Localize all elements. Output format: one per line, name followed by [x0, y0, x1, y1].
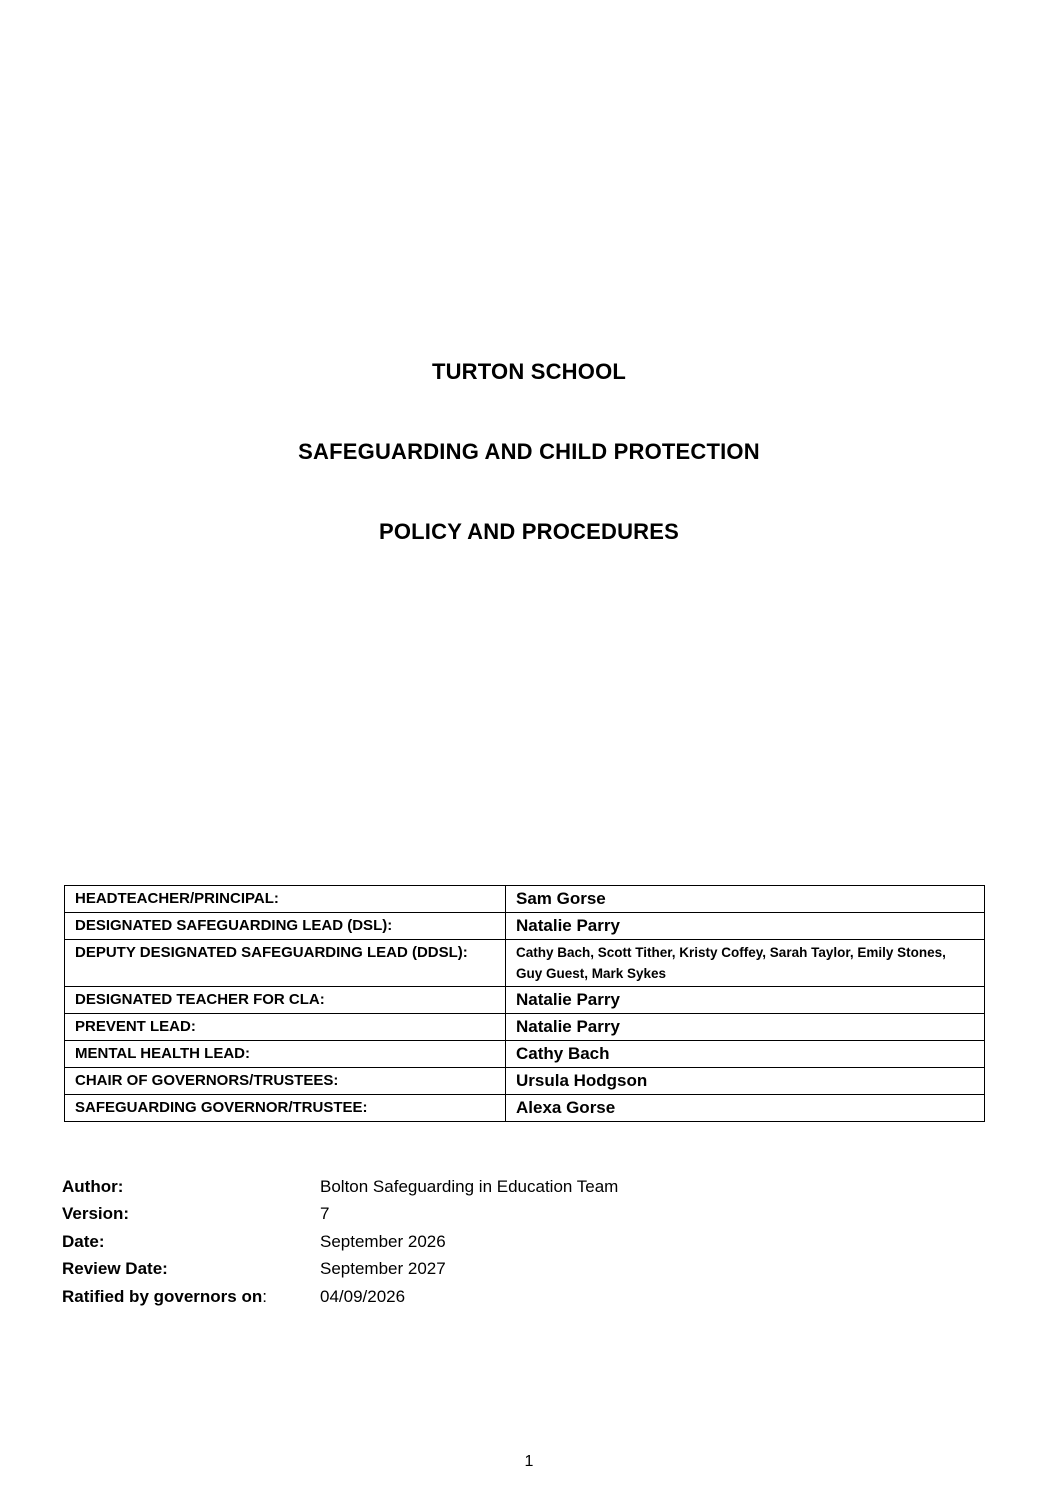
ratified-colon: : [262, 1286, 267, 1306]
date-row [62, 1228, 618, 1256]
role-holder: Sam Gorse [506, 886, 985, 913]
version-label: Version: [62, 1204, 130, 1224]
role-label: DESIGNATED SAFEGUARDING LEAD (DSL): [65, 913, 506, 940]
policy-subject: SAFEGUARDING AND CHILD PROTECTION [298, 439, 760, 464]
author-row [62, 1173, 618, 1201]
table-row [65, 1041, 985, 1068]
table-row [65, 940, 985, 987]
role-label: DEPUTY DESIGNATED SAFEGUARDING LEAD (DDSL): [65, 940, 506, 987]
review-date-value: September 2027 [320, 1259, 446, 1279]
ratified-row [62, 1283, 618, 1311]
review-date-row [62, 1256, 618, 1284]
roles-table [64, 885, 985, 1122]
role-label: PREVENT LEAD: [65, 1014, 506, 1041]
policy-kind: POLICY AND PROCEDURES [378, 519, 680, 544]
ratified-label: Ratified by governors on [62, 1286, 263, 1306]
table-row [65, 1068, 985, 1095]
page-number: 1 [524, 1453, 534, 1470]
date-value: September 2026 [320, 1231, 446, 1251]
role-holder: Cathy Bach [506, 1041, 985, 1068]
role-label: DESIGNATED TEACHER FOR CLA: [65, 987, 506, 1014]
ratified-value: 04/09/2026 [320, 1286, 406, 1306]
role-holder: Cathy Bach, Scott Tither, Kristy Coffey, Sarah Taylor, Emily Stones, Guy Guest, Mark Sykes [506, 940, 985, 987]
role-holder: Natalie Parry [506, 913, 985, 940]
role-label: SAFEGUARDING GOVERNOR/TRUSTEE: [65, 1095, 506, 1122]
document-info [62, 1173, 618, 1311]
table-row [65, 913, 985, 940]
ratified-label-group [62, 1287, 320, 1307]
author-value: Bolton Safeguarding in Education Team [320, 1176, 619, 1196]
table-row [65, 1014, 985, 1041]
document-title-block [0, 352, 1058, 552]
role-label: MENTAL HEALTH LEAD: [65, 1041, 506, 1068]
school-name: TURTON SCHOOL [431, 359, 627, 384]
date-label: Date: [62, 1231, 105, 1251]
table-row [65, 1095, 985, 1122]
version-value: 7 [320, 1204, 330, 1224]
role-label: HEADTEACHER/PRINCIPAL: [65, 886, 506, 913]
table-row [65, 987, 985, 1014]
author-label: Author: [62, 1176, 124, 1196]
role-holder: Alexa Gorse [506, 1095, 985, 1122]
review-date-label: Review Date: [62, 1259, 168, 1279]
role-holder: Natalie Parry [506, 1014, 985, 1041]
role-holder: Ursula Hodgson [506, 1068, 985, 1095]
version-row [62, 1201, 618, 1229]
role-holder: Natalie Parry [506, 987, 985, 1014]
table-row [65, 886, 985, 913]
role-label: CHAIR OF GOVERNORS/TRUSTEES: [65, 1068, 506, 1095]
